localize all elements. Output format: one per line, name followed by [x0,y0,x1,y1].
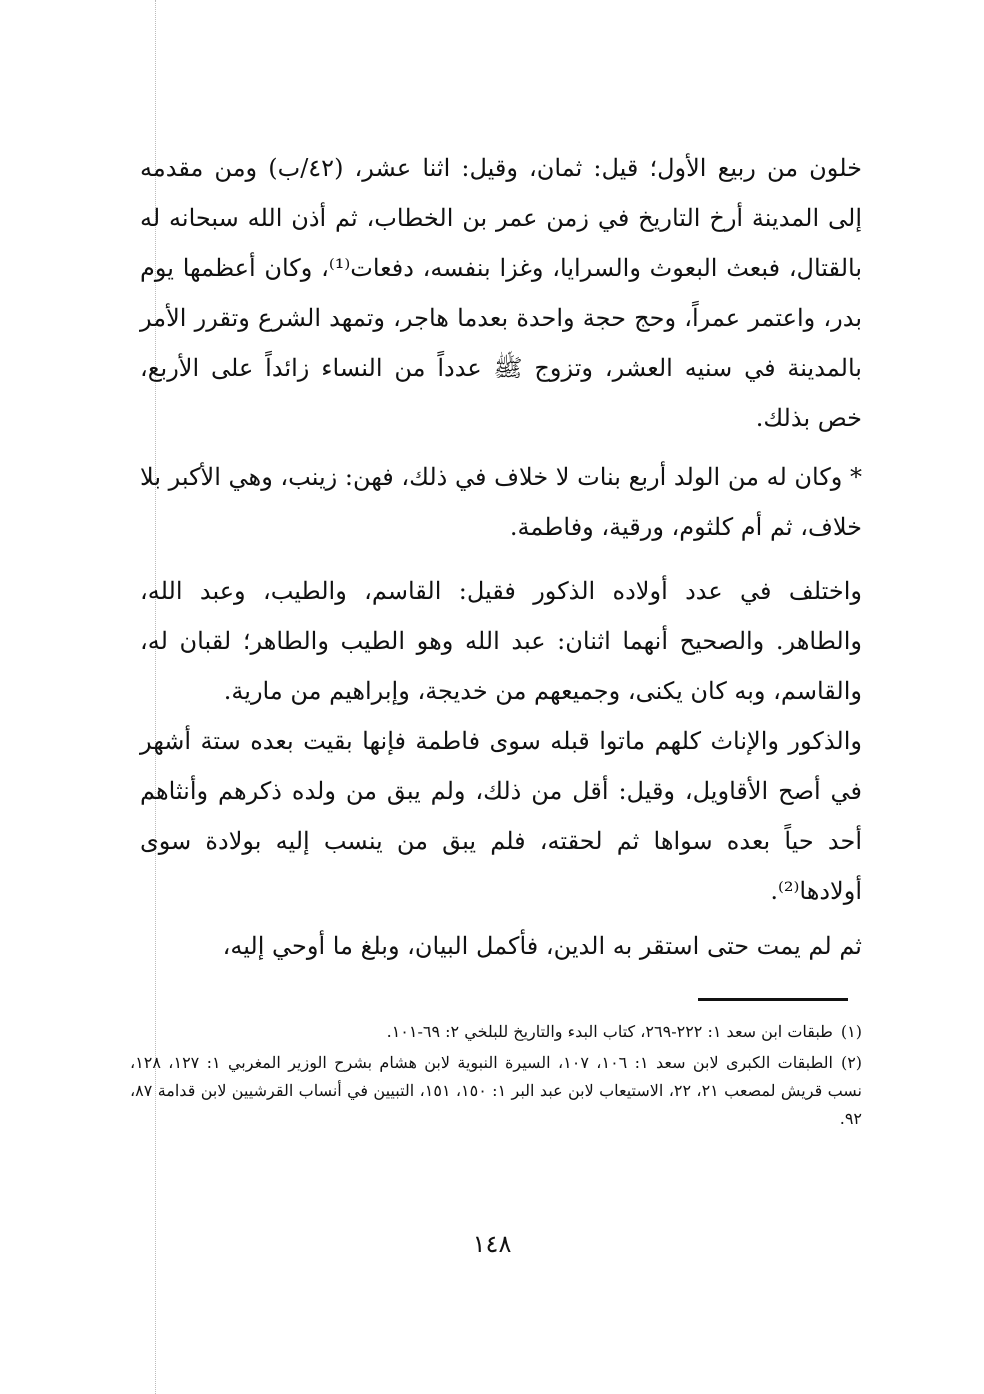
paragraph-text: * وكان له من الولد أربع بنات لا خلاف في ذلك، فهن: زينب، وهي الأكبر بلا خلاف، ثم أم كلثوم، ورقية، وفاطمة. [140,463,862,541]
page-number: ١٤٨ [472,1230,512,1258]
paragraph-text: ثم لم يمت حتى استقر به الدين، فأكمل البيان، وبلغ ما أوحي إليه، [222,932,862,960]
footnote-number: (١) [840,1022,862,1041]
paragraph-text: واختلف في عدد أولاده الذكور فقيل: القاسم، والطيب، وعبد الله، والطاهر. والصحيح أنهما اثنان: عبد الله وهو الطيب والطاهر؛ لقبان له، والقاسم، وبه كان يكنى، وجميعهم من خديجة، وإبراهيم من مارية. [140,577,862,705]
body-paragraph-2 [140,452,862,552]
footnote-separator [698,998,848,1001]
footnotes [130,1018,862,1136]
body-paragraph-4 [140,716,862,916]
paragraph-text: والذكور والإناث كلهم ماتوا قبله سوى فاطمة فإنها بقيت بعده ستة أشهر في أصح الأقاويل، وقيل: أقل من ذلك، ولم يبق من ولده ذكرهم وأنثاهم أحد حياً بعده سواها ثم لحقته، فلم يبق من ينسب إليه بولادة سوى أولادها⁽²⁾. [140,727,862,905]
body-paragraph-1 [140,143,862,443]
footnote-number: (٢) [840,1053,863,1072]
footnote-1 [130,1018,862,1046]
footnote-text: طبقات ابن سعد ١: ٢٢٢-٢٦٩، كتاب البدء والتاريخ للبلخي ٢: ٦٩-١٠١. [386,1022,833,1041]
footnote-2 [130,1049,862,1133]
footnote-text: الطبقات الكبرى لابن سعد ١: ١٠٦، ١٠٧، السيرة النبوية لابن هشام بشرح الوزير المغربي ١: ١٢٧، ١٢٨، نسب قريش لمصعب ٢١، ٢٢، الاستيعاب لابن عبد البر ١: ١٥٠، ١٥١، التبيين في أنساب القرشيين لابن قدامة ٨٧، ٩٢. [130,1053,863,1128]
paragraph-text: خلون من ربيع الأول؛ قيل: ثمان، وقيل: اثنا عشر، (٤٢/ب) ومن مقدمه إلى المدينة أرخ التاريخ في زمن عمر بن الخطاب، ثم أذن الله سبحانه له بالقتال، فبعث البعوث والسرايا، وغزا بنفسه، دفعات⁽¹⁾، وكان أعظمها يوم بدر، واعتمر عمراً، وحج حجة واحدة بعدما هاجر، وتمهد الشرع وتقرر الأمر بالمدينة في سنيه العشر، وتزوج ﷺ عدداً من النساء زائداً على الأربع، خص بذلك. [140,154,862,432]
body-paragraph-3 [140,566,862,716]
body-paragraph-5 [140,921,862,971]
